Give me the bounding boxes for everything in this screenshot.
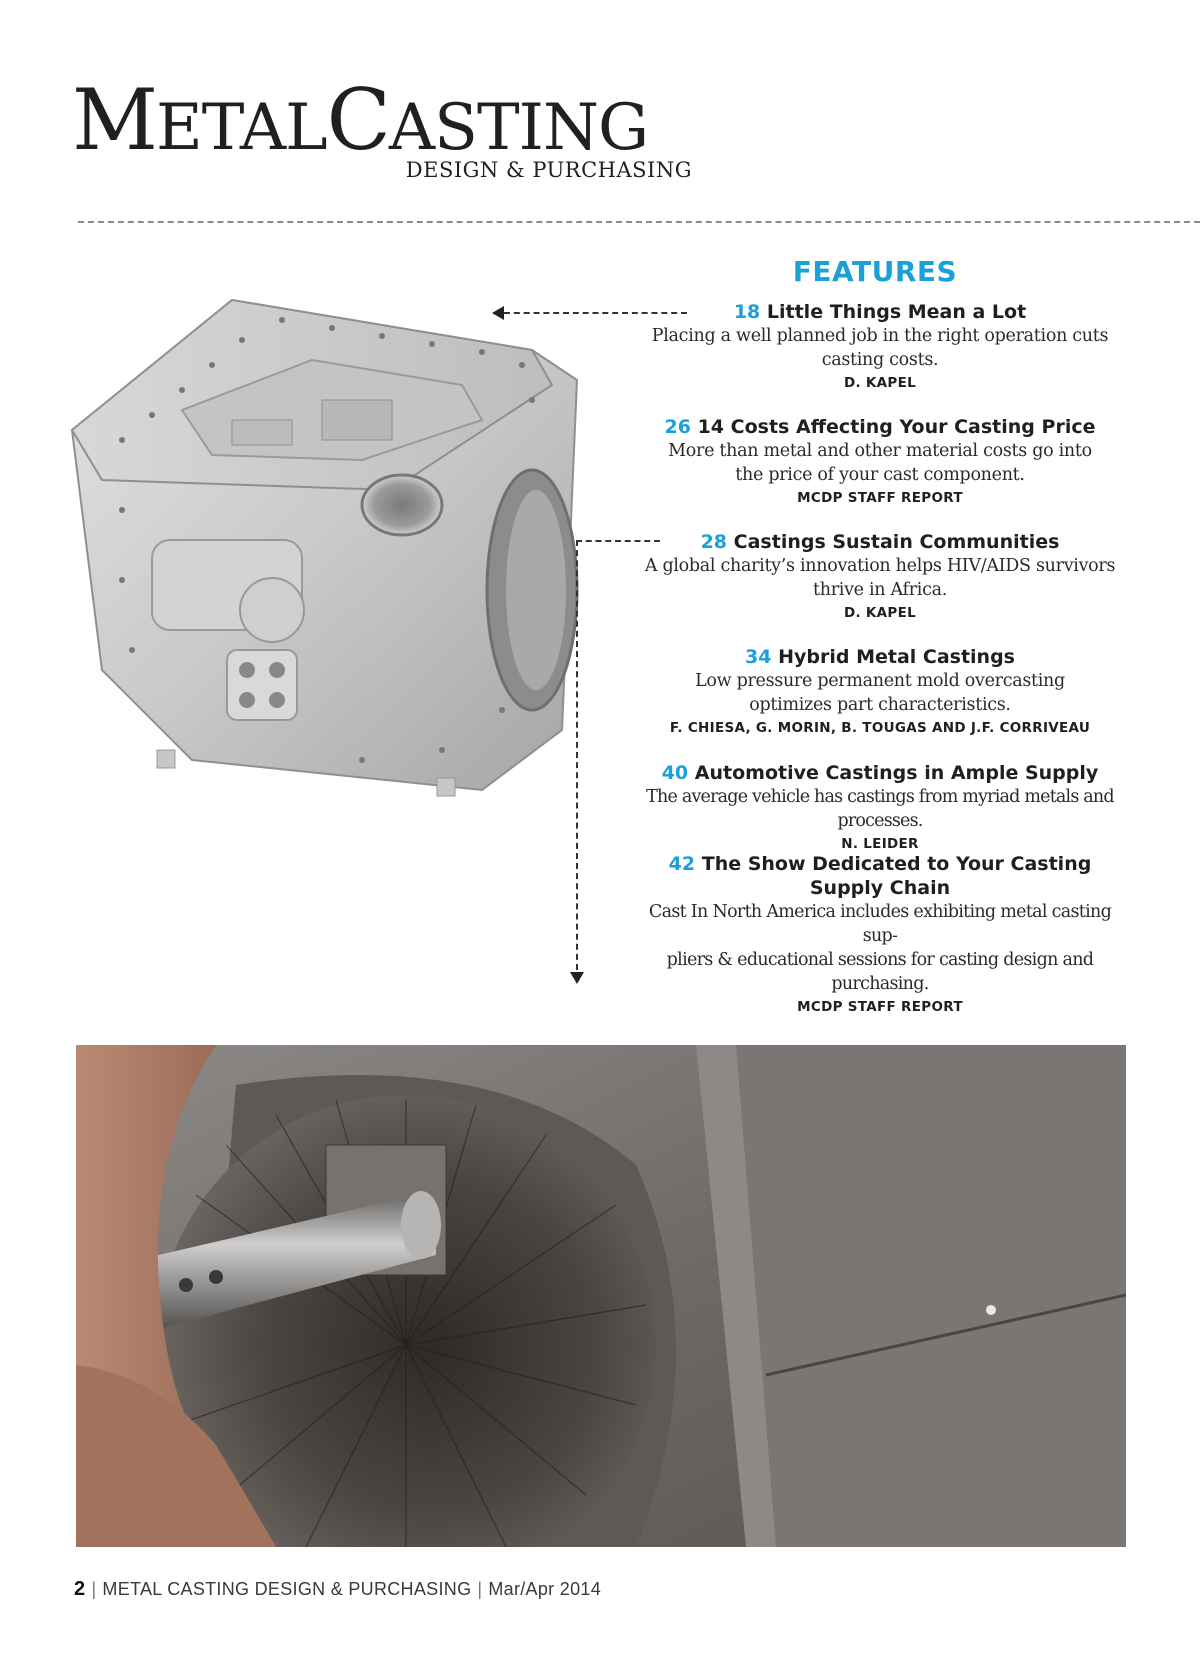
feature-author: N. LEIDER (841, 836, 919, 852)
feature-page-number: 28 (700, 531, 728, 553)
title-rest-etal: ETAL (156, 91, 327, 165)
feature-item[interactable] (630, 645, 1130, 739)
arrow-down-line-vertical (576, 540, 578, 970)
feature-description-line: thrive in Africa. (813, 580, 947, 600)
feature-page-number: 42 (668, 853, 696, 875)
feature-description-line: casting costs. (821, 350, 939, 370)
feature-item[interactable] (630, 415, 1130, 509)
feature-page-number: 40 (661, 762, 689, 784)
feature-description-line: The average vehicle has castings from myriad metals and processes. (646, 787, 1114, 831)
feature-title-text: Little Things Mean a Lot (766, 301, 1027, 323)
arrow-left-head (492, 306, 504, 320)
feature-item[interactable] (630, 761, 1130, 855)
feature-page-number: 34 (745, 646, 772, 668)
feature-title[interactable] (630, 530, 1130, 554)
feature-description-line: Low pressure permanent mold overcasting (695, 671, 1065, 691)
feature-title-continued: Supply Chain (809, 877, 951, 899)
feature-title-text: Hybrid Metal Castings (778, 646, 1015, 668)
header-divider (78, 221, 1200, 223)
feature-title[interactable] (630, 852, 1130, 876)
feature-title-text: Automotive Castings in Ample Supply (694, 762, 1099, 784)
feature-description-line: More than metal and other material costs go into (668, 441, 1092, 461)
footer-separator: | (477, 1579, 483, 1599)
footer-publication: METAL CASTING DESIGN & PURCHASING (102, 1579, 472, 1599)
title-initial-c: C (326, 71, 389, 169)
masthead-logo (72, 71, 692, 188)
publication-subtitle: DESIGN & PURCHASING (405, 158, 692, 182)
feature-description-line: the price of your cast component. (735, 465, 1025, 485)
feature-item[interactable] (630, 852, 1130, 1018)
feature-author: D. KAPEL (843, 375, 917, 391)
feature-description-line: Placing a well planned job in the right operation cuts (651, 326, 1109, 346)
feature-title-text: 14 Costs Affecting Your Casting Price (697, 416, 1096, 438)
feature-title-text: The Show Dedicated to Your Casting (701, 853, 1092, 875)
feature-author: MCDP STAFF REPORT (797, 999, 963, 1015)
feature-description-line: Cast In North America includes exhibiting metal casting sup- (648, 902, 1112, 946)
feature-title[interactable] (630, 415, 1130, 439)
footer-page-number: 2 (74, 1578, 86, 1600)
feature-title-text: Castings Sustain Communities (733, 531, 1060, 553)
casting-housing-image (62, 290, 602, 805)
feature-author: MCDP STAFF REPORT (797, 490, 963, 506)
feature-author: D. KAPEL (843, 605, 917, 621)
feature-description-line: optimizes part characteristics. (749, 695, 1011, 715)
feature-item[interactable] (630, 530, 1130, 624)
feature-author: F. CHIESA, G. MORIN, B. TOUGAS AND J.F. CORRIVEAU (669, 720, 1091, 736)
grinding-photo (76, 1045, 1126, 1547)
feature-title[interactable] (630, 761, 1130, 785)
footer-issue: Mar/Apr 2014 (488, 1579, 602, 1599)
footer-separator: | (91, 1579, 97, 1599)
page-footer (74, 1578, 601, 1601)
publication-title (72, 71, 649, 169)
feature-title[interactable] (630, 645, 1130, 669)
title-rest-asting: ASTING (388, 91, 649, 165)
feature-item[interactable] (630, 300, 1130, 394)
feature-description-line: A global charity’s innovation helps HIV/AIDS survivors (644, 556, 1116, 576)
feature-page-number: 18 (733, 301, 761, 323)
feature-description-line: pliers & educational sessions for casting design and purchasing. (666, 950, 1094, 994)
arrow-down-head (570, 972, 584, 984)
title-initial-m: M (72, 71, 157, 169)
feature-title[interactable] (630, 300, 1130, 324)
features-heading: FEATURES (792, 255, 958, 288)
feature-page-number: 26 (664, 416, 691, 438)
